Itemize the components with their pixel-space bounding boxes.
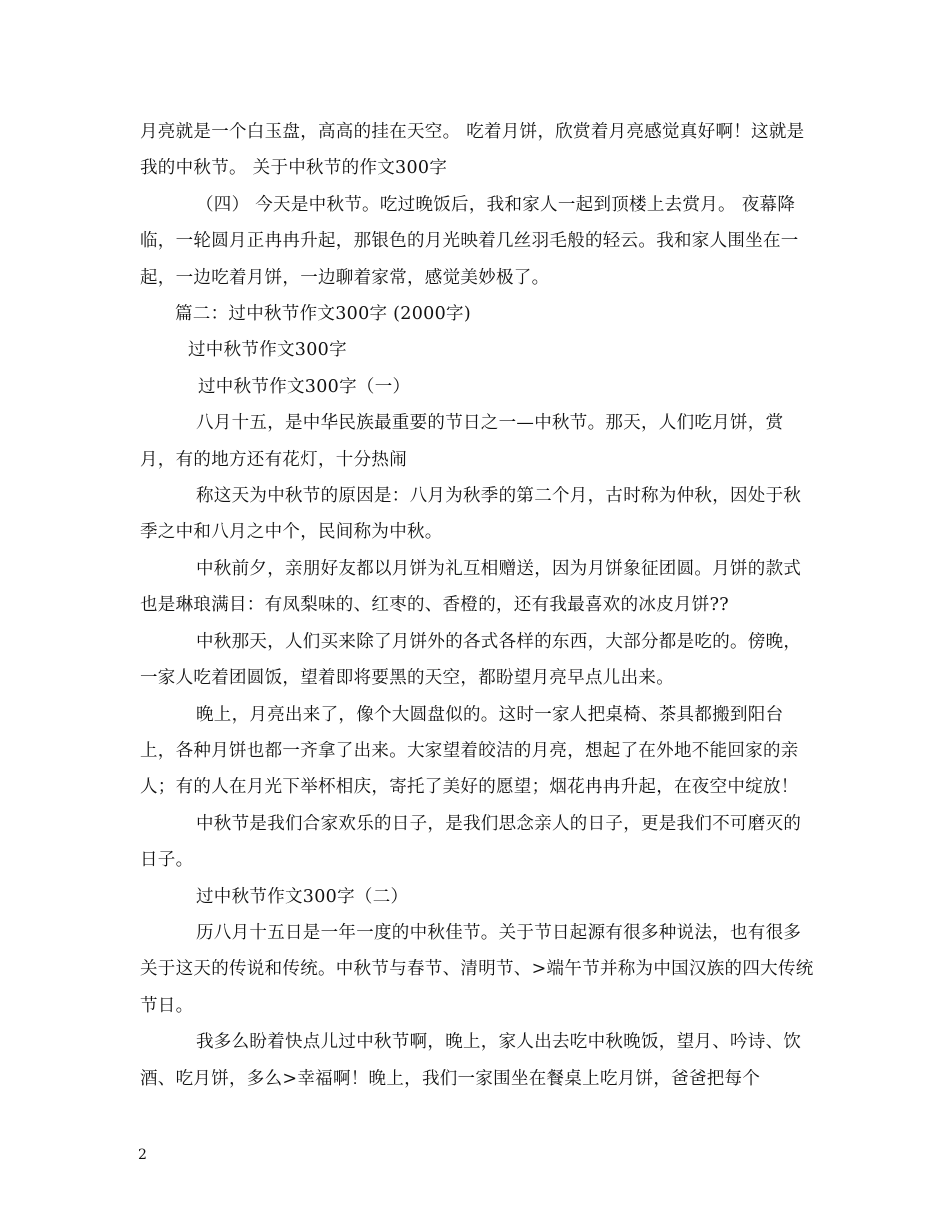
paragraph-mooncake-gifts: 中秋前夕，亲朋好友都以月饼为礼互相赠送，因为月饼象征团圆。月饼的款式也是琳琅满目：有凤梨味的、红枣的、香橙的，还有我最喜欢的冰皮月饼?? xyxy=(140,558,802,616)
paragraph-chapter-two-heading: 篇二：过中秋节作文300字 (2000字) xyxy=(175,304,471,325)
paragraph-name-origin: 称这天为中秋节的原因是：八月为秋季的第二个月，古时称为仲秋，因处于秋季之中和八月之中个，民间称为中秋。 xyxy=(140,486,802,543)
paragraph-august-fifteenth: 八月十五，是中华民族最重要的节日之一—中秋节。那天，人们吃月饼，赏月，有的地方还有花灯，十分热闹 xyxy=(140,413,784,470)
paragraph-family-joy: 中秋节是我们合家欢乐的日子，是我们思念亲人的日子，更是我们不可磨灭的日子。 xyxy=(140,813,802,871)
paragraph-essay-two-title: 过中秋节作文300字（二） xyxy=(196,886,409,907)
document-body xyxy=(140,114,815,1097)
page-number: 2 xyxy=(138,1147,147,1163)
paragraph-festival-origin: 历八月十五日是一年一度的中秋佳节。关于节日起源有很多种说法，也有很多关于这天的传说和传统。中秋节与春节、清明节、>端午节并称为中国汉族的四大传统节日。 xyxy=(140,922,814,1016)
paragraph-essay-title: 过中秋节作文300字 xyxy=(188,340,347,361)
paragraph-evening-moon: 晚上，月亮出来了，像个大圆盘似的。这时一家人把桌椅、茶具都搬到阳台上，各种月饼也都一齐拿了出来。大家望着皎洁的月亮，想起了在外地不能回家的亲人；有的人在月光下举杯相庆，寄托了美好的愿望；烟花冉冉升起，在夜空中绽放！ xyxy=(140,704,799,798)
paragraph-festival-day: 中秋那天，人们买来除了月饼外的各式各样的东西，大部分都是吃的。傍晚，一家人吃着团圆饭，望着即将要黑的天空，都盼望月亮早点儿出来。 xyxy=(140,631,802,689)
paragraph-section-four: （四） 今天是中秋节。吃过晚饭后，我和家人一起到顶楼上去赏月。 夜幕降临，一轮圆月正冉冉升起，那银色的月光映着几丝羽毛般的轻云。我和家人围坐在一起，一边吃着月饼，一边聊着家常，感觉美妙极了。 xyxy=(140,194,799,288)
paragraph-moon-ending: 月亮就是一个白玉盘，高高的挂在天空。 吃着月饼，欣赏着月亮感觉真好啊！这就是我的中秋节。 关于中秋节的作文300字 xyxy=(140,122,805,179)
paragraph-essay-one-title: 过中秋节作文300字（一） xyxy=(198,376,411,397)
paragraph-looking-forward: 我多么盼着快点儿过中秋节啊，晚上，家人出去吃中秋晚饭，望月、吟诗、饮酒、吃月饼，多么>幸福啊！晚上，我们一家围坐在餐桌上吃月饼，爸爸把每个 xyxy=(140,1032,802,1089)
